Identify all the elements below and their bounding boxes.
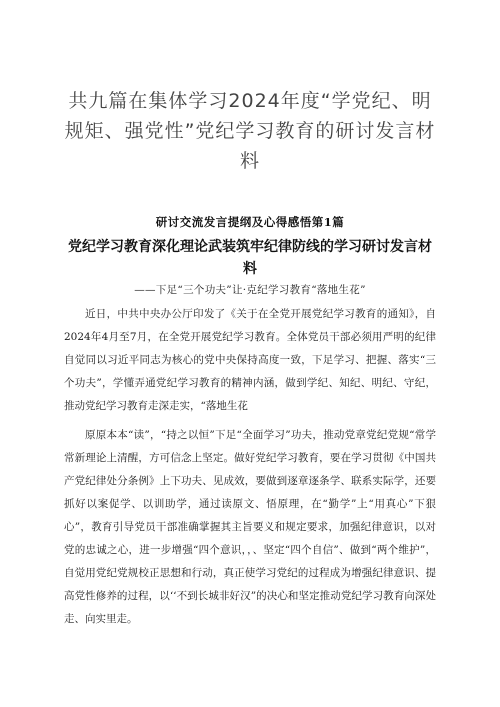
section-title: 党纪学习教育深化理论武装筑牢纪律防线的学习研讨发言材料 xyxy=(68,239,432,277)
section-label: 研讨交流发言提纲及心得感悟第1篇 xyxy=(155,215,345,229)
section-subtitle: ——下足“三个功夫”让·克纪学习教育“落地生花” xyxy=(134,284,366,296)
paragraph-1: 近日，中共中央办公厅印发了《关于在全党开展党纪学习教育的通知》，自2024年4月至7月，在全党开展党纪学习教育。全体党员干部必须用严明的纪律自觉同以习近平同志为核心的党中央保持高度一致，下足学习、把握、落实“三个功夫”，学懂弄通党纪学习教育的精神内涵，做到学纪、知纪、明纪、守纪，推动党纪学习教育走深走实，“落地生花 xyxy=(64,308,436,412)
paragraph-2: 原原本本“读”，“持之以恒”下足“全面学习”功夫，推动党章党纪党规“常学常新理论上清醒，方可信念上坚定。做好党纪学习教育，要在学习贯彻《中国共产党纪律处分条例》上下功夫、见成效，要做到逐章逐条学、联系实际学，还要抓好以案促学、以训助学，通过读原文、悟原理，在“勤学”上“用真心”下狠心”，教育引导党员干部准确掌握其主旨要义和规定要求，加强纪律意识，以对党的忠诚之心，进一步增强“四个意识，，、坚定“四个自信”、做到“两个维护”，自觉用党纪党规校正思想和行动，真正使学习党纪的过程成为增强纪律意识、提高党性修养的过程，以‘‘不到长城非好汉”的决心和坚定推动党纪学习教育向深处走、向实里走。 xyxy=(64,429,436,625)
document-title: 共九篇在集体学习2024年度“学党纪、明规矩、强党性”党纪学习教育的研讨发言材料 xyxy=(64,90,436,172)
